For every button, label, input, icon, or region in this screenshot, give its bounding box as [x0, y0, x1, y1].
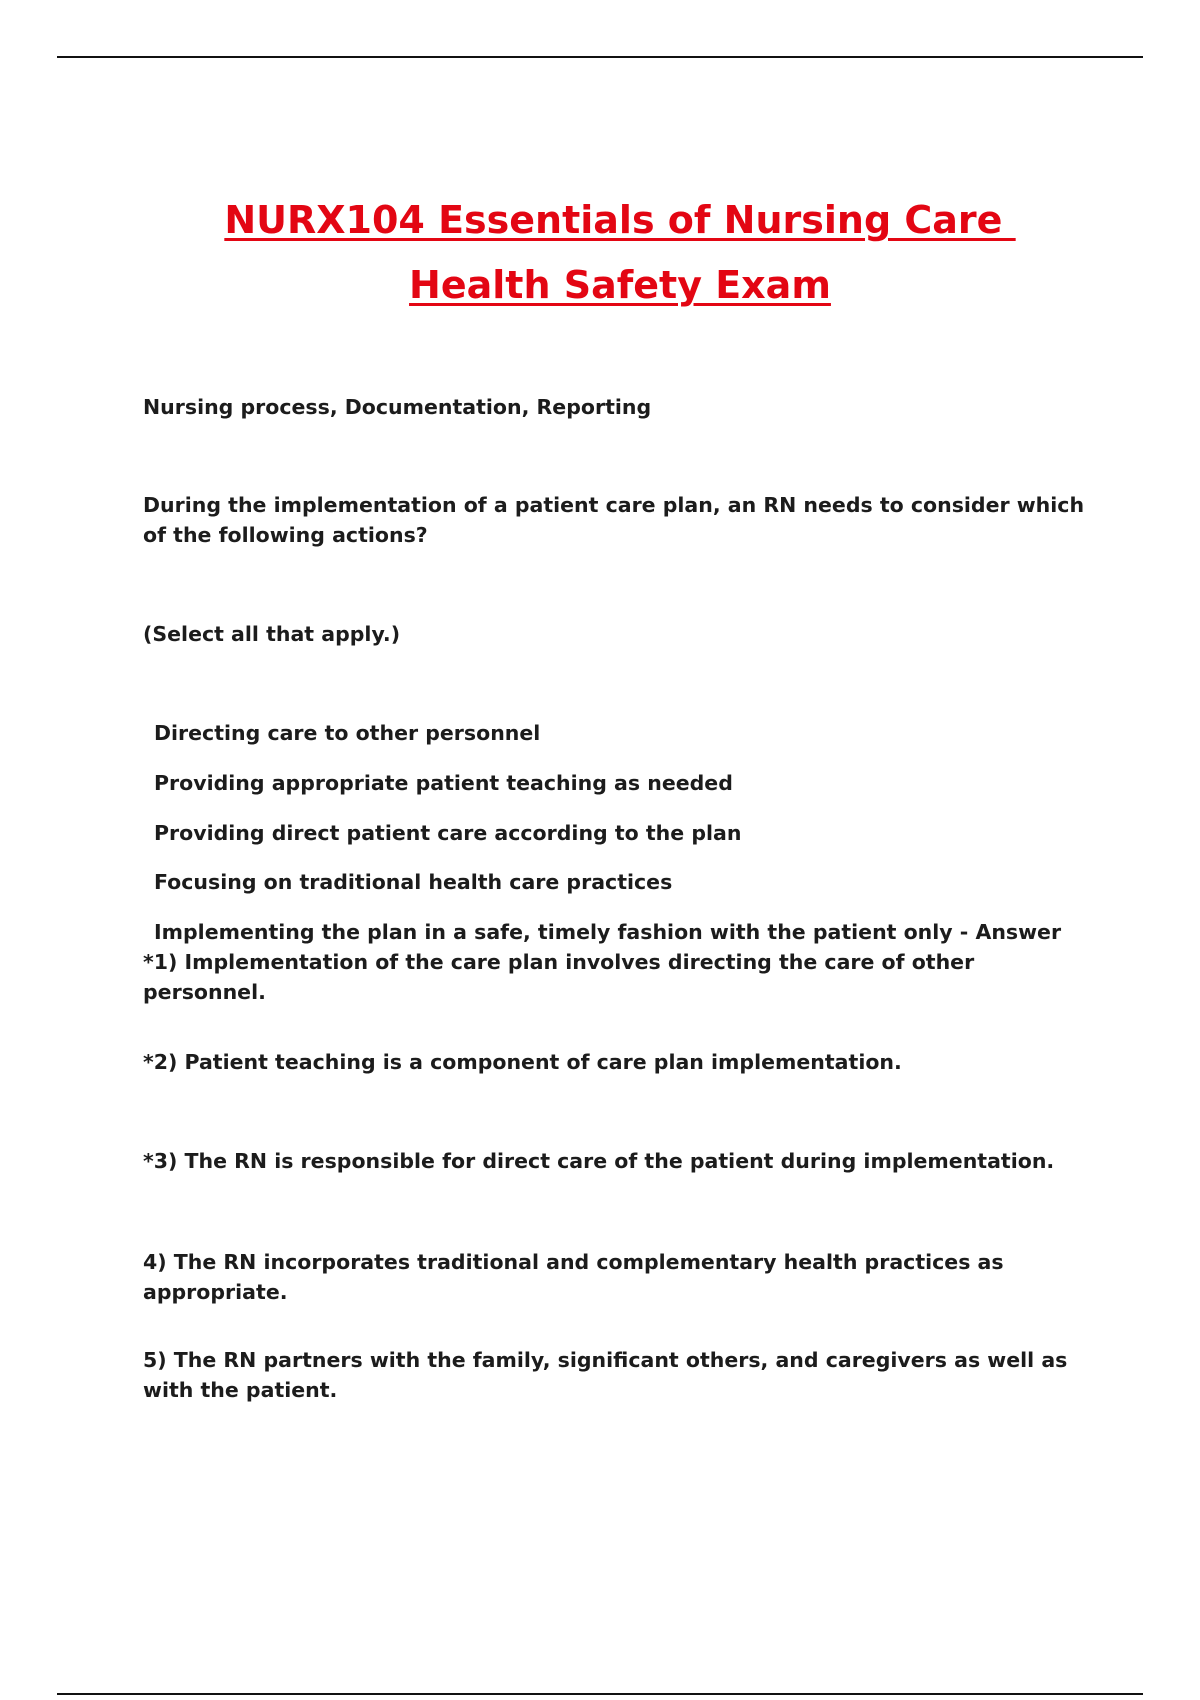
- answer-option: Focusing on traditional health care practices: [154, 870, 673, 894]
- document-title-line-1: NURX104 Essentials of Nursing Care: [224, 198, 1016, 242]
- question-text: During the implementation of a patient care plan, an RN needs to consider which of the following actions?: [143, 493, 1085, 547]
- answer-option-with-answer: Implementing the plan in a safe, timely fashion with the patient only - Answer *1) Implementation of the care plan involves directing the care of other personnel.: [143, 920, 1062, 1004]
- rationale-item: *2) Patient teaching is a component of care plan implementation.: [143, 1050, 902, 1074]
- topic-heading: Nursing process, Documentation, Reporting: [143, 395, 652, 419]
- document-title-line-2: Health Safety Exam: [409, 263, 831, 307]
- top-divider: [57, 56, 1143, 58]
- answer-option: Directing care to other personnel: [154, 721, 541, 745]
- rationale-item: 4) The RN incorporates traditional and complementary health practices as appropriate.: [143, 1250, 1004, 1304]
- bottom-divider: [57, 1693, 1143, 1695]
- answer-option: Providing appropriate patient teaching as needed: [154, 771, 733, 795]
- answer-option: Providing direct patient care according to the plan: [154, 821, 742, 845]
- rationale-item: *3) The RN is responsible for direct care of the patient during implementation.: [143, 1149, 1055, 1173]
- instruction-text: (Select all that apply.): [143, 622, 401, 646]
- rationale-item: 5) The RN partners with the family, significant others, and caregivers as well as with the patient.: [143, 1348, 1068, 1402]
